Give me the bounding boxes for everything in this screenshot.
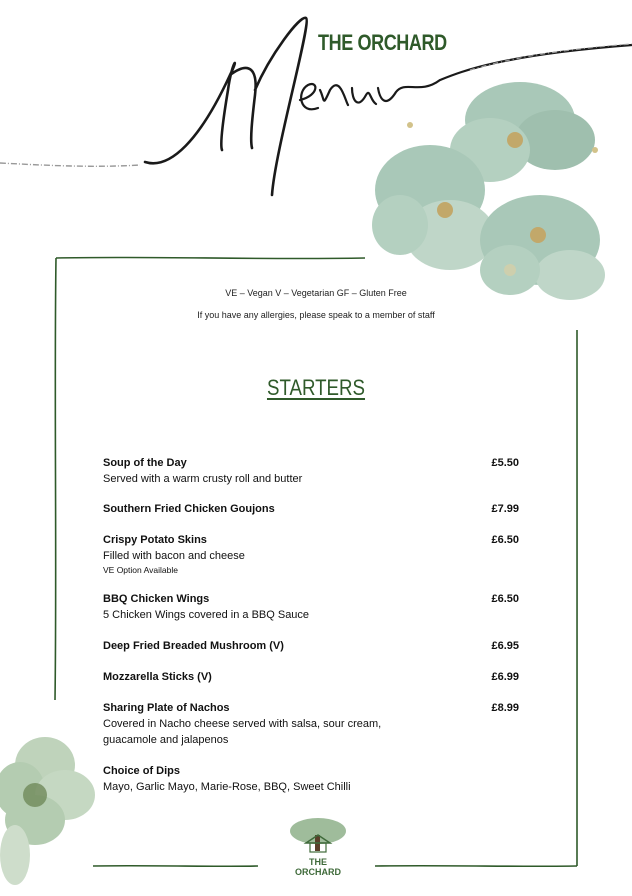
flower-illustration-bottom: [0, 725, 105, 896]
item-description: 5 Chicken Wings covered in a BBQ Sauce: [103, 609, 310, 621]
item-name: Soup of the Day: [103, 457, 187, 469]
menu-item: [103, 701, 523, 748]
item-price: £6.50: [491, 534, 519, 546]
logo-line1: THE: [309, 857, 327, 867]
item-description: Filled with bacon and cheese: [103, 550, 245, 562]
item-price: £7.99: [491, 503, 519, 515]
item-description: Covered in Nacho cheese served with salsa, sour cream, guacamole and jalapenos: [103, 718, 382, 746]
menu-item: [103, 592, 523, 623]
item-price: £8.99: [491, 702, 519, 714]
menu-item: [103, 456, 523, 487]
menu-item: [103, 670, 523, 685]
item-price: £5.50: [491, 457, 519, 469]
menu-item: [103, 639, 523, 654]
item-price: £6.99: [491, 671, 519, 683]
menu-script-text: Menu: [0, 0, 3, 1]
menu-item: [103, 764, 523, 795]
menu-item: [103, 533, 523, 576]
brand-title: THE ORCHARD: [318, 30, 447, 55]
item-name: Crispy Potato Skins: [103, 534, 207, 546]
item-name: Southern Fried Chicken Goujons: [103, 503, 275, 515]
item-name: Choice of Dips: [103, 765, 181, 777]
flower-illustration: [370, 75, 632, 305]
item-name: Mozzarella Sticks (V): [103, 671, 212, 683]
item-description: Mayo, Garlic Mayo, Marie-Rose, BBQ, Sweet Chilli: [103, 781, 351, 793]
allergy-notice: If you have any allergies, please speak to a member of staff: [197, 310, 435, 320]
dietary-legend: VE – Vegan V – Vegetarian GF – Gluten Free: [225, 288, 407, 298]
logo-line2: ORCHARD: [295, 867, 341, 877]
orchard-logo: [280, 815, 356, 881]
menu-item: [103, 502, 523, 517]
item-note: VE Option Available: [103, 565, 178, 575]
item-name: Deep Fried Breaded Mushroom (V): [103, 640, 284, 652]
item-price: £6.95: [491, 640, 519, 652]
item-name: Sharing Plate of Nachos: [103, 702, 230, 714]
section-title-starters: STARTERS: [266, 375, 366, 400]
item-name: BBQ Chicken Wings: [103, 593, 210, 605]
item-price: £6.50: [491, 593, 519, 605]
item-description: Served with a warm crusty roll and butter: [103, 473, 303, 485]
